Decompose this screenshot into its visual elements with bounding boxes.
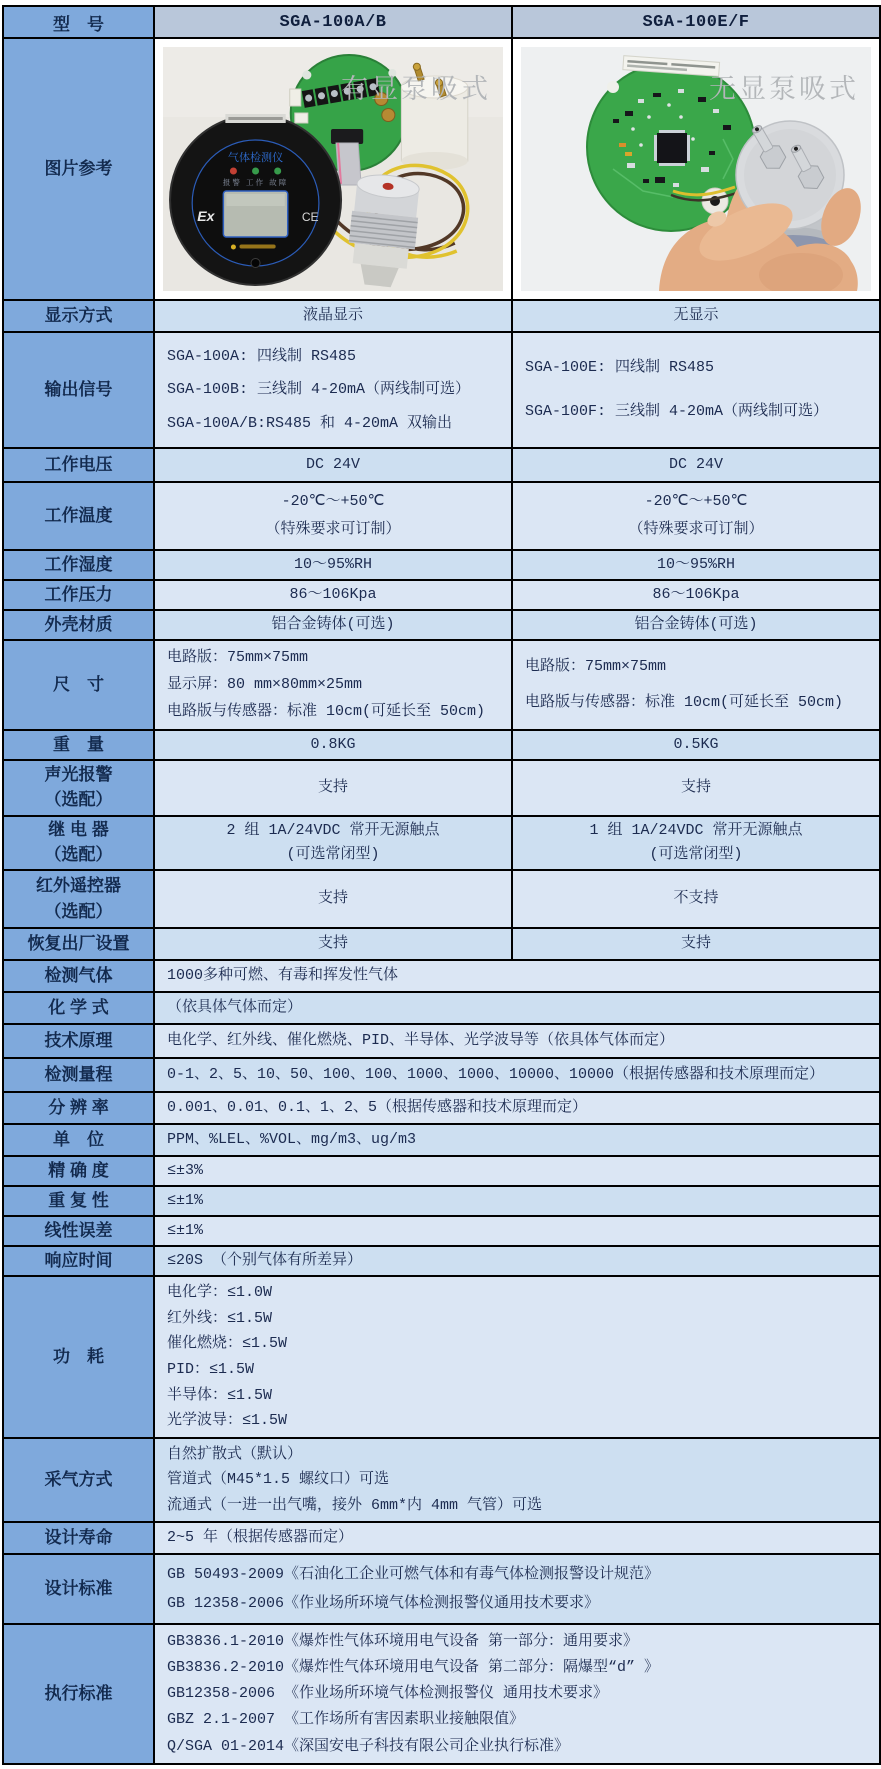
table-row (3, 730, 880, 760)
spec-value-text: GB12358-2006 《作业场所环境气体检测报警仪 通用技术要求》 (167, 1685, 609, 1703)
table-row (3, 1624, 880, 1764)
spec-value (512, 550, 880, 580)
gauge-illustration (170, 114, 341, 285)
spec-rows (3, 300, 880, 1764)
spec-value (154, 1216, 880, 1246)
spec-label (3, 960, 154, 992)
spec-label-text: 技术原理 (44, 1030, 113, 1050)
spec-value (154, 1246, 880, 1276)
spec-label-text: 红外遥控器 (36, 875, 121, 895)
spec-label-text: （选配） (44, 901, 113, 921)
table-row (3, 610, 880, 640)
spec-label (3, 482, 154, 550)
spec-value-text: PID：≤1.5W (167, 1360, 255, 1378)
spec-value (154, 960, 880, 992)
product-photo-b (512, 38, 880, 300)
spec-value (512, 730, 880, 760)
spec-value-text: 催化燃烧：≤1.5W (167, 1335, 288, 1353)
spec-value-text: 支持 (317, 935, 348, 953)
spec-value (512, 580, 880, 610)
table-row (3, 550, 880, 580)
spec-value (512, 760, 880, 816)
table-row (3, 960, 880, 992)
spec-label-text: 线性误差 (44, 1220, 113, 1240)
table-row (3, 1058, 880, 1092)
spec-value (154, 332, 512, 448)
photo-frame-a (163, 47, 503, 291)
spec-value-text: 86～106Kpa (289, 586, 377, 604)
spec-value-text: -20℃～+50℃ (281, 492, 385, 510)
model-b-header: SGA-100E/F (512, 6, 880, 38)
spec-value-text: 0.001、0.01、0.1、1、2、5（根据传感器和技术原理而定） (167, 1099, 588, 1117)
spec-value-text: 1 组 1A/24VDC 常开无源触点 (589, 822, 803, 840)
spec-value-text: SGA-100B: 三线制 4-20mA（两线制可选） (167, 381, 471, 399)
spec-value (154, 1092, 880, 1124)
spec-value-text: SGA-100E: 四线制 RS485 (525, 358, 715, 376)
spec-value-text: SGA-100F: 三线制 4-20mA（两线制可选） (525, 403, 829, 421)
spec-value-text: 液晶显示 (302, 307, 363, 325)
spec-label-text: 单 位 (53, 1129, 104, 1149)
table-row (3, 1276, 880, 1438)
spec-label (3, 610, 154, 640)
model-header-row (3, 6, 880, 38)
spec-value-text: 86～106Kpa (652, 586, 740, 604)
spec-value-text: 自然扩散式（默认） (167, 1445, 303, 1463)
spec-value (154, 1522, 880, 1554)
spec-label (3, 928, 154, 960)
spec-value-text: 电化学、红外线、催化燃烧、PID、半导体、光学波导等（依具体气体而定） (167, 1032, 675, 1050)
spec-value-text: （依具体气体而定） (167, 999, 303, 1017)
spec-value (512, 928, 880, 960)
table-row (3, 1216, 880, 1246)
spec-value (154, 448, 512, 482)
spec-value-text: GB3836.2-2010《爆炸性气体环境用电气设备 第二部分：隔爆型“d” 》 (167, 1658, 660, 1676)
spec-value (512, 300, 880, 332)
spec-value (154, 928, 512, 960)
spec-label-text: 工作电压 (44, 454, 113, 474)
spec-label-text: 显示方式 (44, 305, 113, 325)
spec-label-text: 重 量 (53, 734, 104, 754)
table-row (3, 1024, 880, 1058)
spec-value (154, 1124, 880, 1156)
spec-label-text: （选配） (44, 845, 113, 865)
spec-value-text: DC 24V (305, 456, 360, 474)
table-row (3, 448, 880, 482)
spec-label-text: 声光报警 (44, 764, 113, 784)
spec-label (3, 448, 154, 482)
spec-value-text: 0-1、2、5、10、50、100、100、1000、1000、10000、10000（根据传感器和技术原理而定） (167, 1066, 825, 1084)
model-a-header: SGA-100A/B (154, 6, 512, 38)
spec-label-text: 响应时间 (44, 1250, 113, 1270)
photo-row-label-text: 图片参考 (44, 158, 113, 178)
table-row (3, 1246, 880, 1276)
table-row (3, 1092, 880, 1124)
gauge-title: 气体检测仪 (227, 152, 284, 164)
spec-label (3, 1124, 154, 1156)
spec-value (154, 1024, 880, 1058)
spec-value-text: 红外线：≤1.5W (167, 1309, 273, 1327)
table-row (3, 992, 880, 1024)
table-row (3, 1438, 880, 1522)
gauge-ce-mark: CE (301, 210, 319, 224)
spec-value-text: 支持 (680, 779, 711, 797)
spec-value-text: GBZ 2.1-2007 《工作场所有害因素职业接触限值》 (167, 1711, 525, 1729)
spec-value-text: 10～95%RH (656, 556, 735, 574)
table-row (3, 816, 880, 870)
spec-value-text: 电路版：75mm×75mm (167, 649, 309, 667)
spec-label-text: 化 学 式 (48, 997, 109, 1017)
spec-value-text: 0.5KG (673, 736, 719, 754)
spec-label-text: 检测量程 (44, 1064, 113, 1084)
spec-label (3, 730, 154, 760)
spec-value-text: PPM、%LEL、%VOL、mg/m3、ug/m3 (167, 1131, 417, 1149)
spec-label (3, 870, 154, 928)
spec-value-text: ≤±1% (167, 1222, 204, 1240)
watermark-text-b: 无显泵吸式 (709, 74, 859, 104)
photo-row (3, 38, 880, 300)
spec-label (3, 640, 154, 730)
spec-value-text: ≤±1% (167, 1192, 204, 1210)
spec-value-text: 无显示 (673, 307, 719, 325)
spec-label (3, 1216, 154, 1246)
spec-value (154, 816, 512, 870)
spec-label (3, 1156, 154, 1186)
spec-value (154, 300, 512, 332)
spec-value-text: 支持 (317, 890, 348, 908)
spec-value-text: GB3836.1-2010《爆炸性气体环境用电气设备 第一部分：通用要求》 (167, 1632, 639, 1650)
spec-value (512, 610, 880, 640)
spec-label (3, 1554, 154, 1624)
spec-label (3, 1024, 154, 1058)
table-row (3, 640, 880, 730)
spec-label-text: 设计标准 (44, 1578, 113, 1598)
table-row (3, 300, 880, 332)
spec-label (3, 1246, 154, 1276)
model-row-label: 型 号 (3, 6, 154, 38)
spec-value-text: GB 50493-2009《石油化工企业可燃气体和有毒气体检测报警设计规范》 (167, 1565, 660, 1583)
spec-value-text: 显示屏：80 mm×80mm×25mm (167, 676, 363, 694)
spec-value (154, 1438, 880, 1522)
spec-label (3, 1092, 154, 1124)
spec-label-text: 设计寿命 (44, 1527, 113, 1547)
spec-value (154, 482, 512, 550)
spec-value (512, 816, 880, 870)
table-row (3, 332, 880, 448)
spec-value-text: 不支持 (673, 890, 719, 908)
spec-label-text: 分 辨 率 (48, 1097, 109, 1117)
spec-label-text: 功 耗 (53, 1346, 104, 1366)
spec-value (154, 1624, 880, 1764)
spec-value-text: 支持 (317, 779, 348, 797)
spec-value (154, 550, 512, 580)
spec-value-text: SGA-100A: 四线制 RS485 (167, 347, 357, 365)
spec-label-text: 工作温度 (44, 505, 113, 525)
spec-label-text: 执行标准 (44, 1683, 113, 1703)
spec-label (3, 1522, 154, 1554)
photo-frame-b (521, 47, 871, 291)
table-row (3, 1124, 880, 1156)
product-illustration-a (163, 47, 503, 291)
spec-value (512, 332, 880, 448)
spec-value-text: （特殊要求可订制） (628, 521, 764, 539)
spec-label-text: 外壳材质 (44, 614, 113, 634)
spec-value (154, 580, 512, 610)
spec-value-text: 铝合金铸体(可选) (634, 616, 758, 634)
spec-label (3, 992, 154, 1024)
spec-label (3, 550, 154, 580)
spec-value-text: 光学波导：≤1.5W (167, 1412, 288, 1430)
spec-label (3, 760, 154, 816)
spec-label-text: 继 电 器 (48, 820, 109, 840)
spec-label (3, 1186, 154, 1216)
spec-label (3, 580, 154, 610)
spec-value (154, 1554, 880, 1624)
spec-label-text: 输出信号 (44, 379, 113, 399)
table-row (3, 870, 880, 928)
product-illustration-b (521, 47, 871, 291)
spec-value-text: 电化学：≤1.0W (167, 1283, 273, 1301)
spec-value-text: 半导体：≤1.5W (167, 1386, 273, 1404)
spec-value-text: DC 24V (668, 456, 723, 474)
spec-value-text: 流通式（一进一出气嘴，接外 6mm*内 4mm 气管）可选 (167, 1496, 543, 1514)
spec-label-text: 工作压力 (44, 584, 113, 604)
spec-value-text: (可选常闭型) (649, 846, 743, 864)
spec-label-text: （选配） (44, 790, 113, 810)
table-row (3, 1186, 880, 1216)
spec-value-text: (可选常闭型) (286, 846, 380, 864)
spec-label-text: 尺 寸 (53, 674, 104, 694)
spec-value-text: 0.8KG (310, 736, 356, 754)
table-row (3, 760, 880, 816)
spec-value (154, 1276, 880, 1438)
spec-value (154, 1186, 880, 1216)
photo-row-label (3, 38, 154, 300)
spec-value (154, 760, 512, 816)
spec-value-text: 电路版与传感器：标准 10cm(可延长至 50cm) (167, 703, 486, 721)
spec-table (2, 5, 881, 1765)
spec-value-text: 铝合金铸体(可选) (271, 616, 395, 634)
spec-value (154, 870, 512, 928)
table-row (3, 580, 880, 610)
table-row (3, 482, 880, 550)
spec-value-text: （特殊要求可订制） (265, 521, 401, 539)
spec-value-text: 管道式（M45*1.5 螺纹口）可选 (167, 1471, 390, 1489)
spec-label (3, 1624, 154, 1764)
spec-value-text: 支持 (680, 935, 711, 953)
spec-value (154, 1058, 880, 1092)
spec-value-text: 电路版：75mm×75mm (525, 658, 667, 676)
watermark-text-a: 有显泵吸式 (341, 74, 491, 104)
spec-value-text: Q/SGA 01-2014《深国安电子科技有限公司企业执行标准》 (167, 1737, 570, 1755)
product-photo-a (154, 38, 512, 300)
spec-value-text: GB 12358-2006《作业场所环境气体检测报警仪通用技术要求》 (167, 1594, 600, 1612)
spec-value-text: 10～95%RH (293, 556, 372, 574)
spec-label-text: 精 确 度 (48, 1160, 109, 1180)
spec-label (3, 1276, 154, 1438)
spec-label (3, 1058, 154, 1092)
spec-value (154, 730, 512, 760)
table-row (3, 1522, 880, 1554)
spec-value-text: ≤20S （个别气体有所差异） (167, 1252, 363, 1270)
gauge-ex-mark: Ex (197, 208, 215, 224)
spec-value-text: 2 组 1A/24VDC 常开无源触点 (226, 822, 440, 840)
spec-value-text: SGA-100A/B:RS485 和 4-20mA 双输出 (167, 414, 453, 432)
spec-value-text: 1000多种可燃、有毒和挥发性气体 (167, 967, 399, 985)
gauge-led-labels: 报警 工作 故障 (222, 178, 289, 187)
spec-label-text: 采气方式 (44, 1469, 113, 1489)
spec-value-text: -20℃～+50℃ (644, 492, 748, 510)
spec-value-text: 电路版与传感器：标准 10cm(可延长至 50cm) (525, 694, 844, 712)
spec-label (3, 300, 154, 332)
spec-label-text: 重 复 性 (48, 1190, 109, 1210)
table-row (3, 1554, 880, 1624)
spec-value (512, 640, 880, 730)
spec-value (512, 482, 880, 550)
spec-value-text: ≤±3% (167, 1162, 204, 1180)
spec-label-text: 检测气体 (44, 965, 113, 985)
spec-label (3, 1438, 154, 1522)
spec-value (154, 1156, 880, 1186)
spec-value (512, 448, 880, 482)
spec-value-text: 2~5 年（根据传感器而定） (167, 1529, 354, 1547)
spec-value (154, 992, 880, 1024)
spec-label-text: 工作湿度 (44, 554, 113, 574)
spec-value (154, 610, 512, 640)
spec-value (154, 640, 512, 730)
spec-label (3, 816, 154, 870)
spec-label (3, 332, 154, 448)
spec-value (512, 870, 880, 928)
spec-label-text: 恢复出厂设置 (27, 933, 130, 953)
table-row (3, 1156, 880, 1186)
table-row (3, 928, 880, 960)
